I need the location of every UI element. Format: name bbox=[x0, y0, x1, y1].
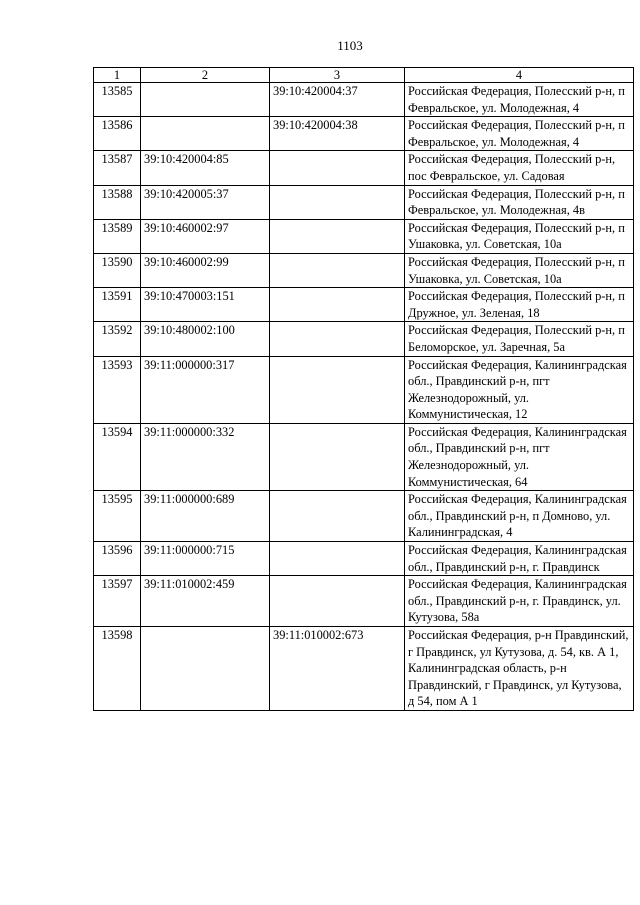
cadastral-number-col2: 39:10:480002:100 bbox=[141, 322, 270, 356]
table-row bbox=[94, 219, 634, 253]
cadastral-number-col2: 39:10:460002:99 bbox=[141, 253, 270, 287]
cadastral-number-col3 bbox=[270, 491, 405, 542]
table-row bbox=[94, 185, 634, 219]
cadastral-number-col3 bbox=[270, 322, 405, 356]
cadastral-number-col3 bbox=[270, 253, 405, 287]
address-cell: Российская Федерация, Калининградская обл., Правдинский р-н, пгт Железнодорожный, ул. Коммунистическая, 12 bbox=[405, 356, 634, 423]
table-row bbox=[94, 423, 634, 490]
address-cell: Российская Федерация, Полесский р-н, п Беломорское, ул. Заречная, 5а bbox=[405, 322, 634, 356]
table-row bbox=[94, 117, 634, 151]
address-cell: Российская Федерация, Полесский р-н, п Февральское, ул. Молодежная, 4 bbox=[405, 117, 634, 151]
table-row bbox=[94, 542, 634, 576]
cadastral-number-col2 bbox=[141, 117, 270, 151]
row-number: 13590 bbox=[94, 253, 141, 287]
cadastral-number-col2: 39:10:470003:151 bbox=[141, 288, 270, 322]
registry-table bbox=[93, 67, 634, 711]
column-header-1: 1 bbox=[94, 68, 141, 83]
cadastral-number-col3: 39:10:420004:37 bbox=[270, 83, 405, 117]
address-cell: Российская Федерация, Полесский р-н, п Дружное, ул. Зеленая, 18 bbox=[405, 288, 634, 322]
row-number: 13594 bbox=[94, 423, 141, 490]
cadastral-number-col2: 39:11:000000:332 bbox=[141, 423, 270, 490]
table-row bbox=[94, 83, 634, 117]
address-cell: Российская Федерация, Полесский р-н, п Февральское, ул. Молодежная, 4в bbox=[405, 185, 634, 219]
table-row bbox=[94, 491, 634, 542]
column-header-2: 2 bbox=[141, 68, 270, 83]
table-row bbox=[94, 322, 634, 356]
cadastral-number-col3 bbox=[270, 423, 405, 490]
cadastral-number-col3 bbox=[270, 219, 405, 253]
page-number: 1103 bbox=[337, 38, 363, 53]
cadastral-number-col3: 39:10:420004:38 bbox=[270, 117, 405, 151]
cadastral-number-col2: 39:11:000000:689 bbox=[141, 491, 270, 542]
address-cell: Российская Федерация, Полесский р-н, п Ушаковка, ул. Советская, 10а bbox=[405, 219, 634, 253]
cadastral-number-col2 bbox=[141, 83, 270, 117]
table-row bbox=[94, 151, 634, 185]
cadastral-number-col3 bbox=[270, 288, 405, 322]
cadastral-number-col3: 39:11:010002:673 bbox=[270, 627, 405, 711]
cadastral-number-col2: 39:10:460002:97 bbox=[141, 219, 270, 253]
row-number: 13589 bbox=[94, 219, 141, 253]
cadastral-number-col3 bbox=[270, 356, 405, 423]
address-cell: Российская Федерация, Полесский р-н, п Февральское, ул. Молодежная, 4 bbox=[405, 83, 634, 117]
table-row bbox=[94, 627, 634, 711]
header-row bbox=[94, 68, 634, 83]
row-number: 13587 bbox=[94, 151, 141, 185]
cadastral-number-col3 bbox=[270, 185, 405, 219]
address-cell: Российская Федерация, Калининградская обл., Правдинский р-н, г. Правдинск bbox=[405, 542, 634, 576]
row-number: 13588 bbox=[94, 185, 141, 219]
column-header-4: 4 bbox=[405, 68, 634, 83]
address-cell: Российская Федерация, Полесский р-н, п Ушаковка, ул. Советская, 10а bbox=[405, 253, 634, 287]
table-row bbox=[94, 576, 634, 627]
address-cell: Российская Федерация, р-н Правдинский, г Правдинск, ул Кутузова, д. 54, кв. А 1, Калининградская область, р-н Правдинский, г Правдинск, ул Кутузова, д 54, пом А 1 bbox=[405, 627, 634, 711]
row-number: 13591 bbox=[94, 288, 141, 322]
row-number: 13598 bbox=[94, 627, 141, 711]
table-row bbox=[94, 288, 634, 322]
address-cell: Российская Федерация, Полесский р-н, пос Февральское, ул. Садовая bbox=[405, 151, 634, 185]
row-number: 13596 bbox=[94, 542, 141, 576]
row-number: 13597 bbox=[94, 576, 141, 627]
table-row bbox=[94, 253, 634, 287]
row-number: 13592 bbox=[94, 322, 141, 356]
cadastral-number-col2: 39:11:000000:317 bbox=[141, 356, 270, 423]
row-number: 13585 bbox=[94, 83, 141, 117]
cadastral-number-col3 bbox=[270, 151, 405, 185]
address-cell: Российская Федерация, Калининградская обл., Правдинский р-н, пгт Железнодорожный, ул. Коммунистическая, 64 bbox=[405, 423, 634, 490]
cadastral-number-col2: 39:11:000000:715 bbox=[141, 542, 270, 576]
cadastral-number-col3 bbox=[270, 576, 405, 627]
row-number: 13593 bbox=[94, 356, 141, 423]
column-header-3: 3 bbox=[270, 68, 405, 83]
table-row bbox=[94, 356, 634, 423]
address-cell: Российская Федерация, Калининградская обл., Правдинский р-н, г. Правдинск, ул. Кутузова, 58а bbox=[405, 576, 634, 627]
cadastral-number-col2: 39:10:420004:85 bbox=[141, 151, 270, 185]
address-cell: Российская Федерация, Калининградская обл., Правдинский р-н, п Домново, ул. Калининградская, 4 bbox=[405, 491, 634, 542]
cadastral-number-col2: 39:10:420005:37 bbox=[141, 185, 270, 219]
row-number: 13586 bbox=[94, 117, 141, 151]
cadastral-number-col3 bbox=[270, 542, 405, 576]
cadastral-number-col2: 39:11:010002:459 bbox=[141, 576, 270, 627]
cadastral-number-col2 bbox=[141, 627, 270, 711]
row-number: 13595 bbox=[94, 491, 141, 542]
